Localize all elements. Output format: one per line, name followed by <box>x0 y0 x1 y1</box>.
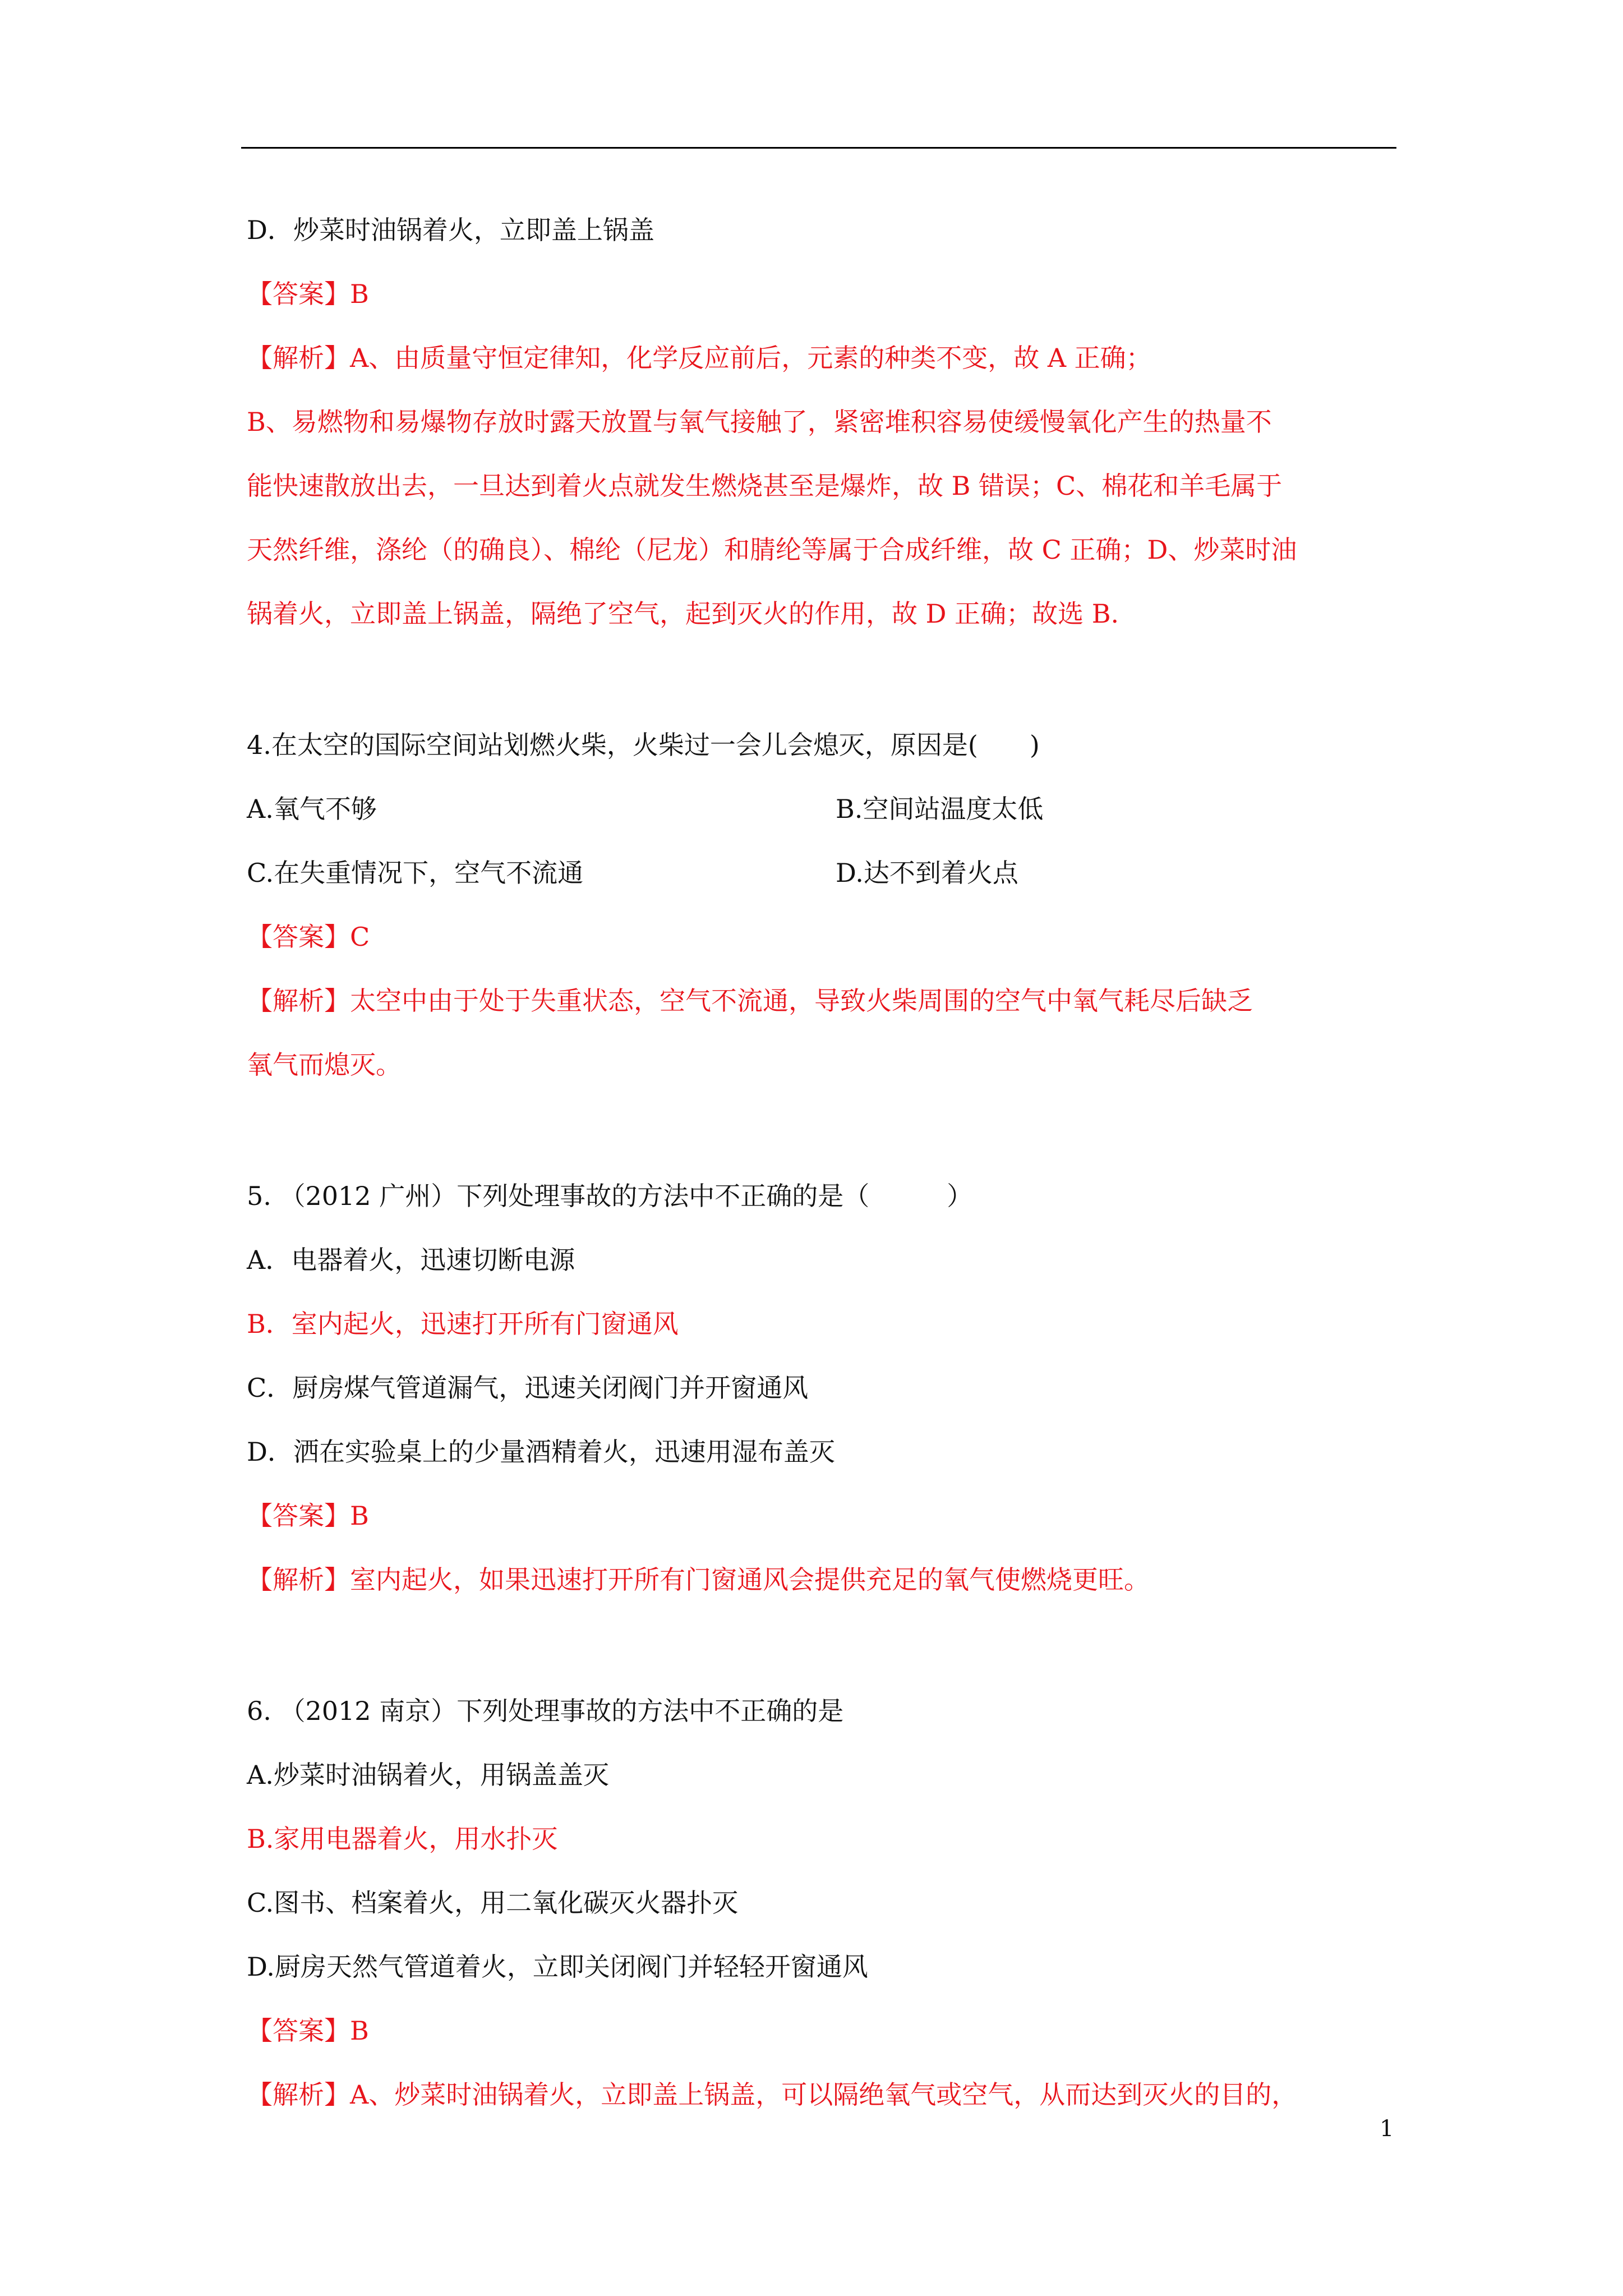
option-b-q5: B．室内起火，迅速打开所有门窗通风 <box>247 1309 679 1339</box>
option-a-q5: A．电器着火，迅速切断电源 <box>247 1245 575 1275</box>
analysis-q3-line5: 锅着火，立即盖上锅盖，隔绝了空气，起到灭火的作用，故 D 正确；故选 B. <box>247 599 1119 629</box>
analysis-q6-line1: 【解析】A、炒菜时油锅着火，立即盖上锅盖，可以隔绝氧气或空气，从而达到灭火的目的， <box>247 2079 1298 2110</box>
analysis-q3-line4: 天然纤维，涤纶（的确良）、棉纶（尼龙）和腈纶等属于合成纤维，故 C 正确；D、炒菜时油 <box>247 535 1297 565</box>
option-b-q6: B.家用电器着火，用水扑灭 <box>247 1824 558 1854</box>
option-d-q6: D.厨房天然气管道着火，立即关闭阀门并轻轻开窗通风 <box>247 1952 868 1982</box>
analysis-q3-line2: B、易燃物和易爆物存放时露天放置与氧气接触了，紧密堆积容易使缓慢氧化产生的热量不 <box>247 407 1272 437</box>
analysis-q3-line1: 【解析】A、由质量守恒定律知，化学反应前后，元素的种类不变，故 A 正确； <box>247 343 1152 373</box>
option-c-q6: C.图书、档案着火，用二氧化碳灭火器扑灭 <box>247 1888 739 1918</box>
option-a-q4: A.氧气不够 <box>247 794 377 824</box>
page-number: 1 <box>1380 2116 1394 2142</box>
question-4: 4.在太空的国际空间站划燃火柴，火柴过一会儿会熄灭，原因是( ) <box>247 730 1040 760</box>
answer-q3: 【答案】B <box>247 279 369 309</box>
option-c-q4: C.在失重情况下，空气不流通 <box>247 858 584 888</box>
analysis-q4-line1: 【解析】太空中由于处于失重状态，空气不流通，导致火柴周围的空气中氧气耗尽后缺乏 <box>247 986 1253 1016</box>
question-6: 6. （2012 南京）下列处理事故的方法中不正确的是 <box>247 1696 844 1726</box>
header-rule <box>241 147 1396 149</box>
answer-q5: 【答案】B <box>247 1501 369 1531</box>
option-c-q5: C．厨房煤气管道漏气，迅速关闭阀门并开窗通风 <box>247 1373 809 1403</box>
option-d-q3: D．炒菜时油锅着火，立即盖上锅盖 <box>247 215 654 245</box>
option-b-q4: B.空间站温度太低 <box>836 794 1044 824</box>
option-d-q5: D．洒在实验桌上的少量酒精着火，迅速用湿布盖灭 <box>247 1437 835 1467</box>
answer-q4: 【答案】C <box>247 922 370 952</box>
question-5: 5. （2012 广州）下列处理事故的方法中不正确的是（ ） <box>247 1181 973 1211</box>
analysis-q3-line3: 能快速散放出去，一旦达到着火点就发生燃烧甚至是爆炸，故 B 错误；C、棉花和羊毛属于 <box>247 471 1283 501</box>
analysis-q5: 【解析】室内起火，如果迅速打开所有门窗通风会提供充足的氧气使燃烧更旺。 <box>247 1565 1150 1595</box>
option-d-q4: D.达不到着火点 <box>836 858 1018 888</box>
analysis-q4-line2: 氧气而熄灭。 <box>247 1050 402 1080</box>
option-a-q6: A.炒菜时油锅着火，用锅盖盖灭 <box>247 1760 609 1790</box>
answer-q6: 【答案】B <box>247 2016 369 2046</box>
